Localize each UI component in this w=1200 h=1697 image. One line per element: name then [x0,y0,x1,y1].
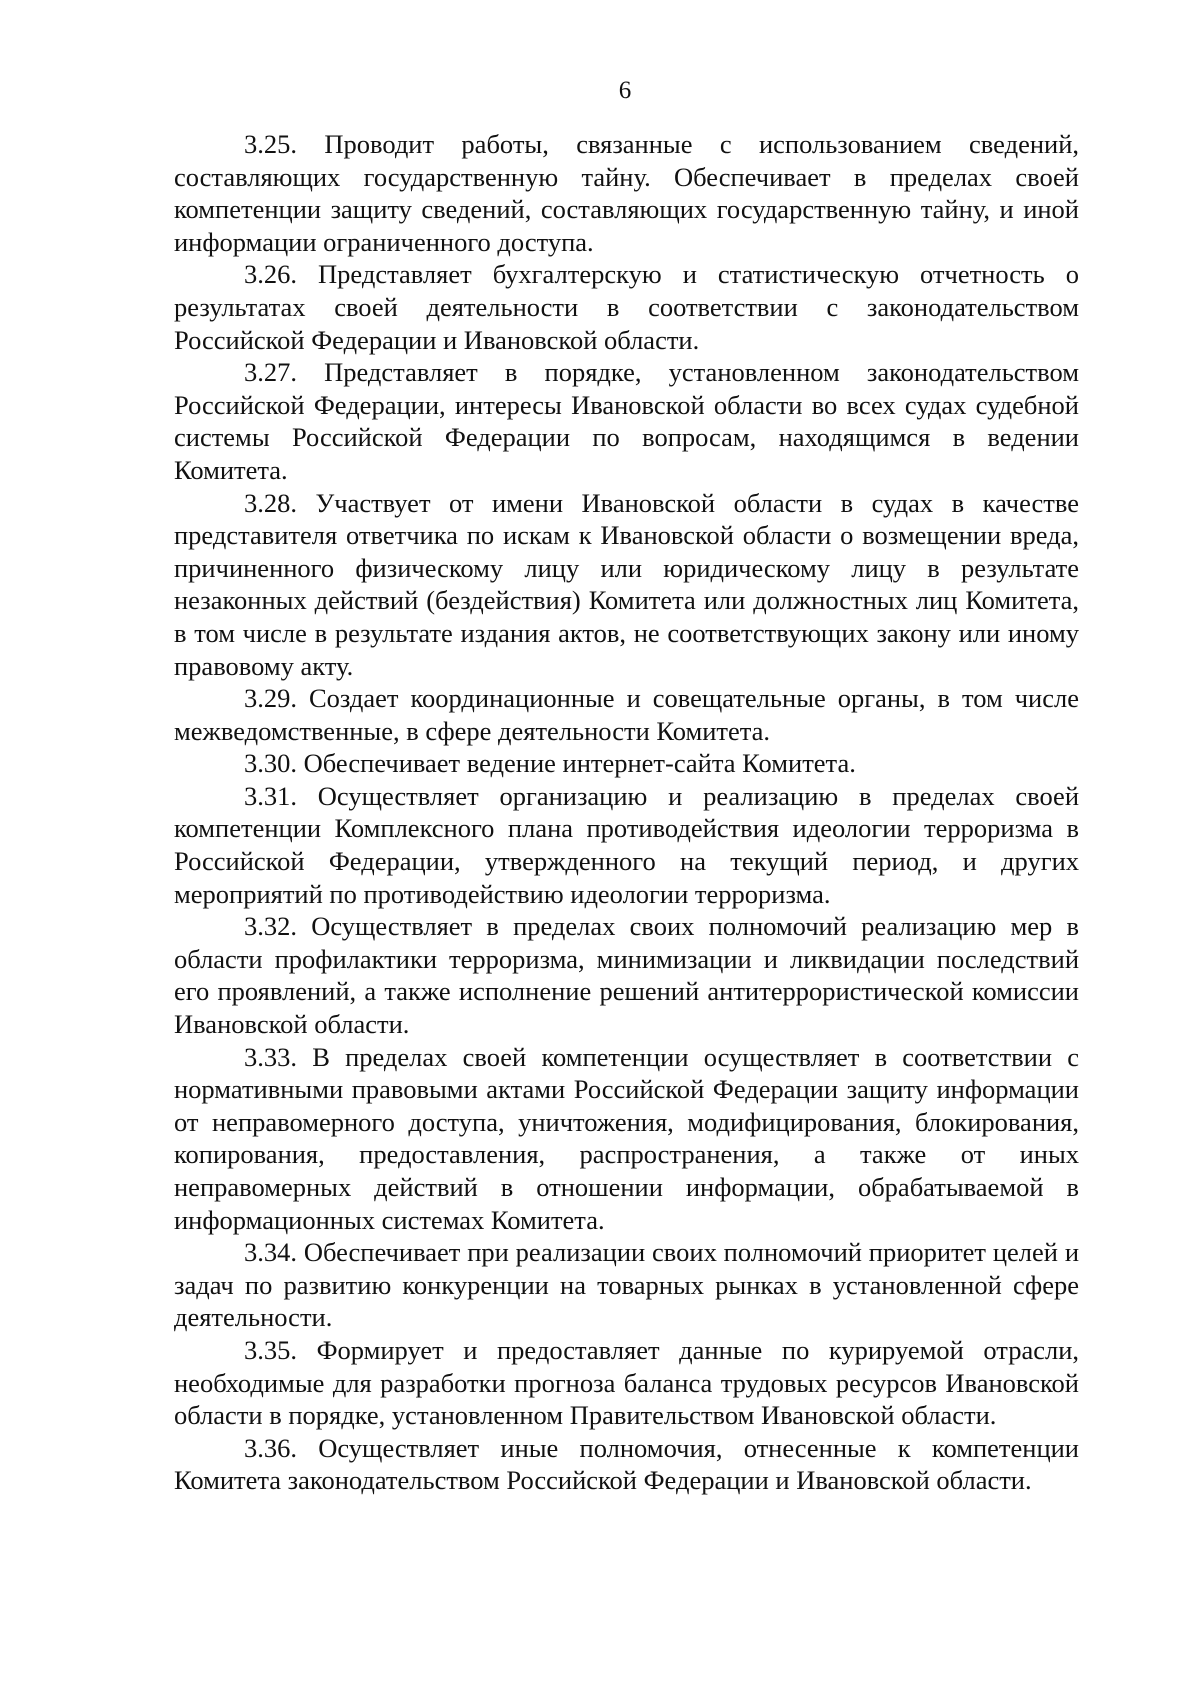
paragraph-3-27: 3.27. Представляет в порядке, установленном законодательством Российской Федерации, интересы Ивановской области во всех судах судебной системы Российской Федерации по вопросам, находящимся в ведении Комитета. [174,357,1079,485]
paragraph-3-31: 3.31. Осуществляет организацию и реализацию в пределах своей компетенции Комплексного плана противодействия идеологии терроризма в Российской Федерации, утвержденного на текущий период, и других мероприятий по противодействию идеологии терроризма. [174,780,1079,909]
paragraph-3-28: 3.28. Участвует от имени Ивановской области в судах в качестве представителя ответчика по искам к Ивановской области о возмещении вреда, причиненного физическому лицу или юридическому лицу в результате незаконных действий (бездействия) Комитета или должностных лиц Комитета, в том числе в результате издания актов, не соответствующих закону или иному правовому акту. [174,487,1079,681]
document-body [174,128,1079,1497]
paragraph-3-26: 3.26. Представляет бухгалтерскую и статистическую отчетность о результатах своей деятельности в соответствии с законодательством Российской Федерации и Ивановской области. [174,259,1079,355]
page-number: 6 [618,77,632,104]
paragraph-3-29: 3.29. Создает координационные и совещательные органы, в том числе межведомственные, в сфере деятельности Комитета. [174,683,1079,746]
paragraph-3-33: 3.33. В пределах своей компетенции осуществляет в соответствии с нормативными правовыми актами Российской Федерации защиту информации от неправомерного доступа, уничтожения, модифицирования, блокирования, копирования, предоставления, распространения, а также от иных неправомерных действий в отношении информации, обрабатываемой в информационных системах Комитета. [174,1041,1079,1235]
paragraph-3-35: 3.35. Формирует и предоставляет данные по курируемой отрасли, необходимые для разработки прогноза баланса трудовых ресурсов Ивановской области в порядке, установленном Правительством Ивановской области. [174,1334,1079,1431]
paragraph-3-32: 3.32. Осуществляет в пределах своих полномочий реализацию мер в области профилактики терроризма, минимизации и ликвидации последствий его проявлений, а также исполнение решений антитеррористической комиссии Ивановской области. [174,911,1079,1040]
paragraph-3-34: 3.34. Обеспечивает при реализации своих полномочий приоритет целей и задач по развитию конкуренции на товарных рынках в установленной сфере деятельности. [174,1237,1079,1333]
paragraph-3-30: 3.30. Обеспечивает ведение интернет-сайта Комитета. [244,748,856,779]
paragraph-3-36: 3.36. Осуществляет иные полномочия, отнесенные к компетенции Комитета законодательством Российской Федерации и Ивановской области. [174,1432,1079,1496]
paragraph-3-25: 3.25. Проводит работы, связанные с использованием сведений, составляющих государственную тайну. Обеспечивает в пределах своей компетенции защиту сведений, составляющих государственную тайну, и иной информации ограниченного доступа. [174,129,1079,257]
